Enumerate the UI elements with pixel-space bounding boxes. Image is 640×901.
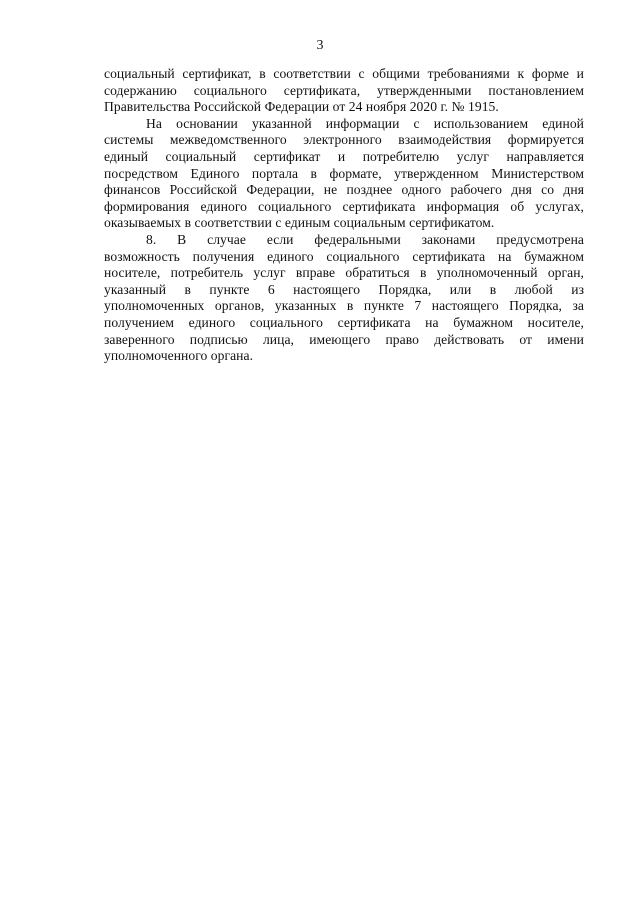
text-line: уполномоченного органа.: [104, 348, 254, 364]
text-line: единый социальный сертификат и потребителю услуг направляется: [104, 148, 584, 164]
paragraph-item-8: [104, 232, 584, 365]
text-line: возможность получения единого социального сертификата на бумажном: [104, 248, 584, 264]
text-line: оказываемых в соответствии с единым социальным сертификатом.: [104, 215, 495, 231]
text-line: социальный сертификат, в соответствии с общими требованиями к форме и: [104, 66, 584, 81]
text-line: формирования единого социального сертификата информация об услугах,: [104, 198, 584, 214]
text-line: указанный в пункте 6 настоящего Порядка, или в любой из: [104, 281, 584, 297]
paragraph-info: [104, 116, 584, 232]
page-number: 3: [316, 38, 324, 53]
text-line: посредством Единого портала в формате, утвержденном Министерством: [104, 165, 584, 181]
text-line: Правительства Российской Федерации от 24 ноября 2020 г. № 1915.: [104, 99, 499, 115]
paragraph-continuation: [104, 66, 584, 116]
text-line: получением единого социального сертификата на бумажном носителе,: [104, 314, 584, 330]
text-line: На основании указанной информации с использованием единой: [146, 115, 584, 131]
text-line: носителе, потребитель услуг вправе обратиться в уполномоченный орган,: [104, 265, 584, 281]
text-line: 8. В случае если федеральными законами предусмотрена: [146, 231, 584, 247]
text-line: уполномоченных органов, указанных в пункте 7 настоящего Порядка, за: [104, 298, 584, 314]
document-body: [104, 66, 584, 365]
text-line: заверенного подписью лица, имеющего право действовать от имени: [104, 331, 584, 347]
text-line: финансов Российской Федерации, не позднее одного рабочего дня со дня: [104, 182, 584, 198]
text-line: системы межведомственного электронного взаимодействия формируется: [104, 132, 584, 148]
text-line: содержанию социального сертификата, утвержденными постановлением: [104, 82, 584, 98]
